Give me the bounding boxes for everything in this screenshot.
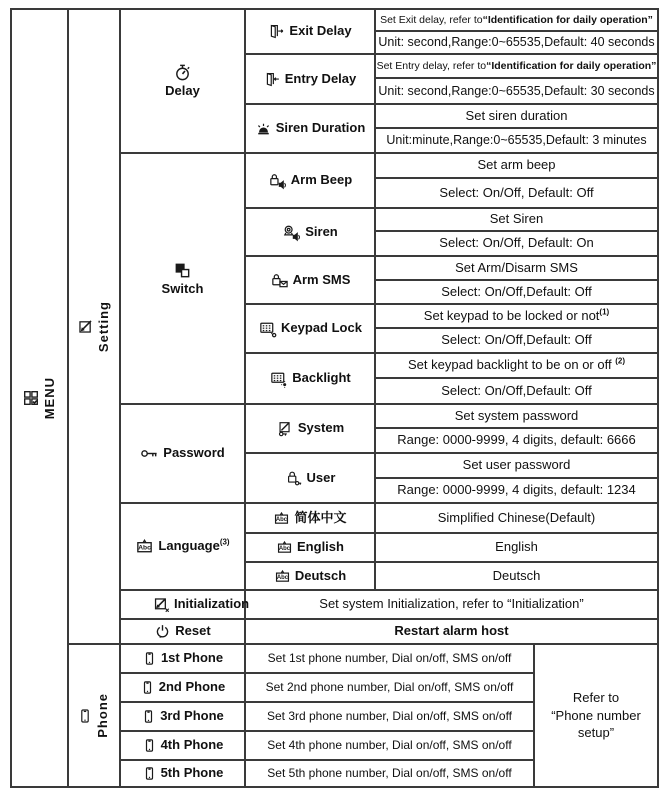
siren-speaker-icon <box>282 223 301 242</box>
initialization-desc: Set system Initialization, refer to “Initialization” <box>246 591 659 620</box>
backlight-desc-1 <box>376 354 659 379</box>
phone-item-icon <box>140 680 155 695</box>
svg-text:Abc: Abc <box>138 544 152 552</box>
user-password-icon <box>285 469 303 487</box>
reset-cell <box>121 620 246 645</box>
setting-section-cell <box>69 10 121 645</box>
arm-sms-lock-mail-icon <box>270 271 289 290</box>
phone-item-icon <box>142 738 157 753</box>
language-tag-icon <box>135 537 154 556</box>
siren-beacon-icon <box>255 120 272 137</box>
keypad-backlight-icon <box>269 369 288 388</box>
initialization-cell <box>121 591 250 620</box>
desc-text: Set Exit delay, refer to <box>380 13 483 26</box>
phone-2-label: 2nd Phone <box>158 679 226 695</box>
phone-5-desc: Set 5th phone number, Dial on/off, SMS on/off <box>246 761 535 788</box>
entry-delay-label: Entry Delay <box>284 70 357 86</box>
abc-tag-icon <box>273 510 290 527</box>
phone-refer-cell <box>535 645 659 788</box>
switch-squares-icon <box>173 261 192 280</box>
phone-3-label: 3rd Phone <box>160 708 224 724</box>
phone-4-cell <box>121 732 246 761</box>
delay-group-cell <box>121 10 246 154</box>
arm-beep-label: Arm Beep <box>290 172 353 188</box>
phone-item-icon <box>142 766 157 781</box>
system-password-icon <box>276 420 294 438</box>
phone-4-desc: Set 4th phone number, Dial on/off, SMS on/off <box>246 732 535 761</box>
exit-delay-cell <box>246 10 376 55</box>
entry-door-icon <box>264 71 281 88</box>
phone-3-desc: Set 3rd phone number, Dial on/off, SMS on/off <box>246 703 535 732</box>
phone-refer-text: Refer to “Phone number setup” <box>551 690 641 741</box>
siren-duration-desc-1: Set siren duration <box>376 105 659 129</box>
stopwatch-icon <box>173 63 192 82</box>
phone-1-label: 1st Phone <box>160 650 224 666</box>
arm-sms-cell <box>246 257 376 305</box>
lang-english-desc: English <box>376 534 659 563</box>
phone-icon <box>77 708 93 724</box>
siren-desc-2: Select: On/Off, Default: On <box>376 232 659 257</box>
user-password-desc-1: Set user password <box>376 454 659 479</box>
exit-delay-desc-1 <box>376 10 659 32</box>
backlight-desc-2: Select: On/Off,Default: Off <box>376 379 659 405</box>
phone-label: Phone <box>95 693 111 738</box>
reset-desc: Restart alarm host <box>246 620 659 645</box>
menu-structure-table <box>10 8 659 788</box>
reset-label: Reset <box>175 623 211 639</box>
initialization-label: Initialization <box>174 596 250 612</box>
phone-2-desc: Set 2nd phone number, Dial on/off, SMS on/off <box>246 674 535 703</box>
entry-delay-cell <box>246 55 376 105</box>
lang-english-cell <box>246 534 376 563</box>
system-password-desc-1: Set system password <box>376 405 659 429</box>
system-password-label: System <box>297 420 345 436</box>
initialization-icon <box>153 596 170 613</box>
desc-bold: “Identification for daily operation” <box>482 13 653 26</box>
entry-delay-desc-2: Unit: second,Range:0~65535,Default: 30 seconds <box>376 79 659 105</box>
desc-text: Set Entry delay, refer to <box>376 59 487 72</box>
user-password-desc-2: Range: 0000-9999, 4 digits, default: 1234 <box>376 479 659 504</box>
phone-item-icon <box>142 651 157 666</box>
user-password-cell <box>246 454 376 504</box>
arm-beep-desc-1: Set arm beep <box>376 154 659 179</box>
lang-chinese-cell <box>246 504 376 534</box>
keypad-lock-icon <box>258 319 277 338</box>
lang-chinese-label: 简体中文 <box>294 509 347 525</box>
siren-duration-label: Siren Duration <box>275 120 366 136</box>
arm-sms-desc-1: Set Arm/Disarm SMS <box>376 257 659 281</box>
svg-text:Abc: Abc <box>278 546 291 553</box>
abc-tag-icon <box>276 539 293 556</box>
lang-deutsch-label: Deutsch <box>294 567 347 583</box>
arm-beep-lock-speaker-icon <box>268 171 287 190</box>
exit-delay-label: Exit Delay <box>289 23 352 39</box>
svg-text:Abc: Abc <box>276 516 288 523</box>
system-password-cell <box>246 405 376 454</box>
password-label: Password <box>163 445 225 461</box>
menu-label: MENU <box>41 376 57 420</box>
switch-label: Switch <box>161 280 204 296</box>
user-password-label: User <box>306 469 336 485</box>
reset-power-icon <box>154 623 171 640</box>
keypad-lock-cell <box>246 305 376 354</box>
entry-delay-desc-1 <box>376 55 659 79</box>
lang-deutsch-cell <box>246 563 376 591</box>
phone-5-cell <box>121 761 246 788</box>
lang-english-label: English <box>297 539 344 555</box>
arm-beep-desc-2: Select: On/Off, Default: Off <box>376 179 659 209</box>
desc-text: Set keypad to be locked or not$^{(1)}$ <box>423 307 610 323</box>
siren-desc-1: Set Siren <box>376 209 659 232</box>
phone-3-cell <box>121 703 246 732</box>
backlight-label: Backlight <box>292 370 351 386</box>
backlight-cell <box>246 354 376 405</box>
lang-chinese-desc: Simplified Chinese(Default) <box>376 504 659 534</box>
svg-text:Abc: Abc <box>276 574 288 581</box>
password-group-cell <box>121 405 246 504</box>
siren-item-label: Siren <box>305 223 338 239</box>
system-password-desc-2: Range: 0000-9999, 4 digits, default: 6666 <box>376 429 659 454</box>
phone-1-desc: Set 1st phone number, Dial on/off, SMS on/off <box>246 645 535 674</box>
keypad-lock-desc-1 <box>376 305 659 329</box>
setting-label: Setting <box>95 300 111 353</box>
arm-sms-label: Arm SMS <box>292 271 351 287</box>
siren-item-cell <box>246 209 376 257</box>
siren-duration-desc-2: Unit:minute,Range:0~65535,Default: 3 minutes <box>376 129 659 154</box>
language-group-cell <box>121 504 246 591</box>
setting-check-icon <box>77 318 94 335</box>
abc-tag-icon <box>274 568 291 585</box>
switch-group-cell <box>121 154 246 405</box>
phone-section-cell <box>69 645 121 788</box>
phone-1-cell <box>121 645 246 674</box>
key-icon <box>140 444 159 463</box>
phone-item-icon <box>141 709 156 724</box>
grid-menu-icon <box>22 389 40 407</box>
arm-sms-desc-2: Select: On/Off,Default: Off <box>376 281 659 305</box>
phone-4-label: 4th Phone <box>160 737 224 753</box>
siren-duration-cell <box>246 105 376 154</box>
language-label: Language$^{(3)}$ <box>158 537 230 554</box>
exit-door-icon <box>268 23 285 40</box>
exit-delay-desc-2: Unit: second,Range:0~65535,Default: 40 seconds <box>376 32 659 55</box>
keypad-lock-label: Keypad Lock <box>281 320 362 336</box>
desc-text: Set keypad backlight to be on or off $^{(2)}$ <box>408 356 625 373</box>
phone-5-label: 5th Phone <box>160 765 224 781</box>
phone-2-cell <box>121 674 246 703</box>
desc-bold: “Identification for daily operation” <box>486 59 657 72</box>
keypad-lock-desc-2: Select: On/Off,Default: Off <box>376 329 659 354</box>
arm-beep-cell <box>246 154 376 209</box>
menu-cell <box>12 10 69 788</box>
lang-deutsch-desc: Deutsch <box>376 563 659 591</box>
delay-label: Delay <box>165 83 200 99</box>
